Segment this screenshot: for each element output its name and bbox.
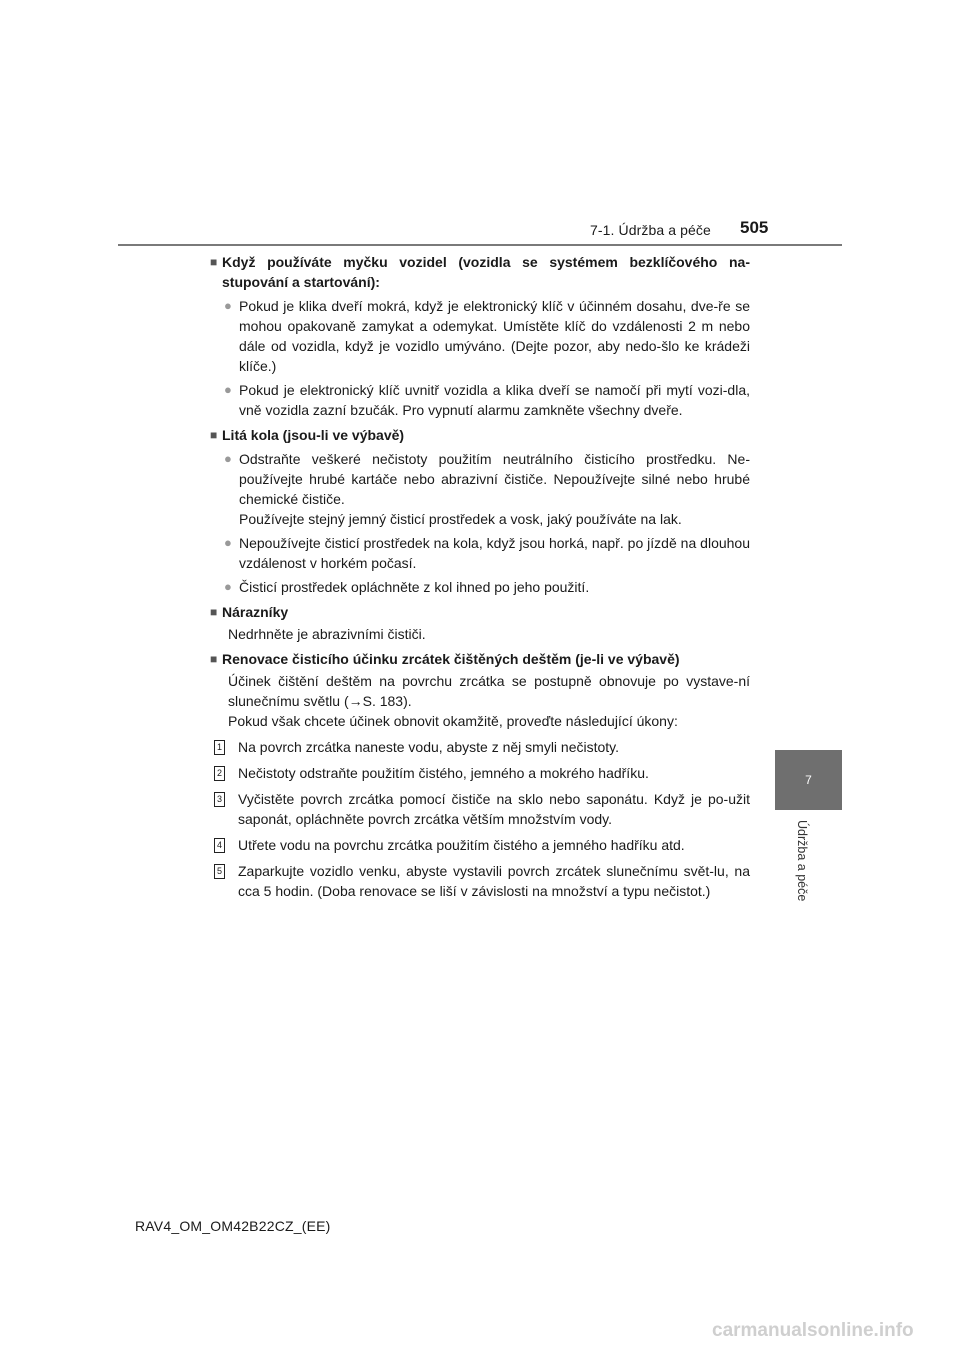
list-item	[224, 380, 750, 420]
square-bullet-icon: ■	[210, 652, 218, 666]
step-item	[214, 789, 750, 829]
chapter-label: Údržba a péče	[795, 820, 809, 902]
list-item	[224, 296, 750, 376]
bullet-text: Nepoužívejte čisticí prostředek na kola, když jsou horká, např. po jízdě na dlouhou vzdálenost v horkém počasí.	[239, 535, 750, 571]
header-divider	[118, 244, 842, 246]
step-item	[214, 763, 750, 783]
step-item	[214, 861, 750, 901]
square-bullet-icon: ■	[210, 605, 218, 619]
step-item	[214, 737, 750, 757]
step-text: Vyčistěte povrch zrcátka pomocí čističe na sklo nebo saponátu. Když je po-užit saponát, opláchněte povrch zrcátka větším množstvím vody.	[238, 791, 750, 827]
circle-bullet-icon: ●	[224, 298, 232, 313]
step-number: 2	[214, 766, 225, 781]
section-text: Účinek čištění deštěm na povrchu zrcátka se postupně obnovuje po vystave-ní slunečnímu světlu (→S. 183). Pokud však chcete účinek obnovit okamžitě, proveďte následující úkony:	[228, 673, 750, 729]
step-text: Utřete vodu na povrchu zrcátka použitím čistého a jemného hadříku atd.	[238, 837, 685, 853]
section-mirror-renewal	[210, 649, 750, 901]
step-number: 1	[214, 740, 225, 755]
circle-bullet-icon: ●	[224, 579, 232, 594]
section-heading	[210, 425, 750, 445]
square-bullet-icon: ■	[210, 255, 218, 269]
section-heading	[210, 602, 750, 622]
step-text: Na povrch zrcátka naneste vodu, abyste z něj smyli nečistoty.	[238, 739, 620, 755]
chapter-tab	[775, 750, 842, 810]
bullet-text: Odstraňte veškeré nečistoty použitím neutrálního čisticího prostředku. Ne-používejte hrubé kartáče nebo abrazivní čističe. Nepoužívejte silné nebo hrubé chemické čističe. Používejte stejný jemný čisticí prostředek a vosk, jaký používáte na lak.	[239, 451, 750, 527]
page-content	[210, 252, 750, 906]
section-alloy-wheels	[210, 425, 750, 597]
document-code: RAV4_OM_OM42B22CZ_(EE)	[135, 1218, 331, 1234]
section-heading	[210, 649, 750, 669]
section-heading	[210, 252, 750, 292]
bullet-text: Pokud je klika dveří mokrá, když je elektronický klíč v účinném dosahu, dve-ře se mohou opakovaně zamykat a odemykat. Umístěte klíč do vzdálenosti 2 m nebo dále od vozidla, když je vozidlo umýváno. (Dejte pozor, aby nedo-šlo ke krádeži klíče.)	[239, 298, 750, 374]
section-title: Když používáte myčku vozidel (vozidla se systémem bezklíčového na-stupování a startování):	[222, 254, 750, 290]
circle-bullet-icon: ●	[224, 382, 232, 397]
step-number: 5	[214, 864, 225, 879]
step-text: Nečistoty odstraňte použitím čistého, jemného a mokrého hadříku.	[238, 765, 649, 781]
circle-bullet-icon: ●	[224, 535, 232, 550]
bullet-text: Čisticí prostředek opláchněte z kol ihned po jeho použití.	[239, 579, 590, 595]
step-text: Zaparkujte vozidlo venku, abyste vystavili povrch zrcátek slunečnímu svět-lu, na cca 5 hodin. (Doba renovace se liší v závislosti na množství a typu nečistot.)	[238, 863, 750, 899]
page-number: 505	[740, 218, 769, 237]
step-number: 3	[214, 792, 225, 807]
section-car-wash	[210, 252, 750, 420]
list-item	[224, 533, 750, 573]
section-header-title: 7-1. Údržba a péče	[590, 222, 711, 238]
section-text: Nedrhněte je abrazivními čističi.	[228, 626, 426, 642]
step-number: 4	[214, 838, 225, 853]
square-bullet-icon: ■	[210, 428, 218, 442]
section-bumpers	[210, 602, 750, 644]
section-title: Litá kola (jsou-li ve výbavě)	[222, 427, 405, 443]
bullet-text: Pokud je elektronický klíč uvnitř vozidla a klika dveří se namočí při mytí vozi-dla, vně vozidla zazní bzučák. Pro vypnutí alarmu zamkněte všechny dveře.	[239, 382, 750, 418]
section-title: Nárazníky	[222, 604, 289, 620]
circle-bullet-icon: ●	[224, 451, 232, 466]
chapter-number: 7	[805, 773, 812, 787]
list-item	[224, 449, 750, 529]
watermark: carmanualsonline.info	[712, 1320, 914, 1341]
step-item	[214, 835, 750, 855]
list-item	[224, 577, 750, 597]
section-title: Renovace čisticího účinku zrcátek čištěných deštěm (je-li ve výbavě)	[222, 651, 680, 667]
